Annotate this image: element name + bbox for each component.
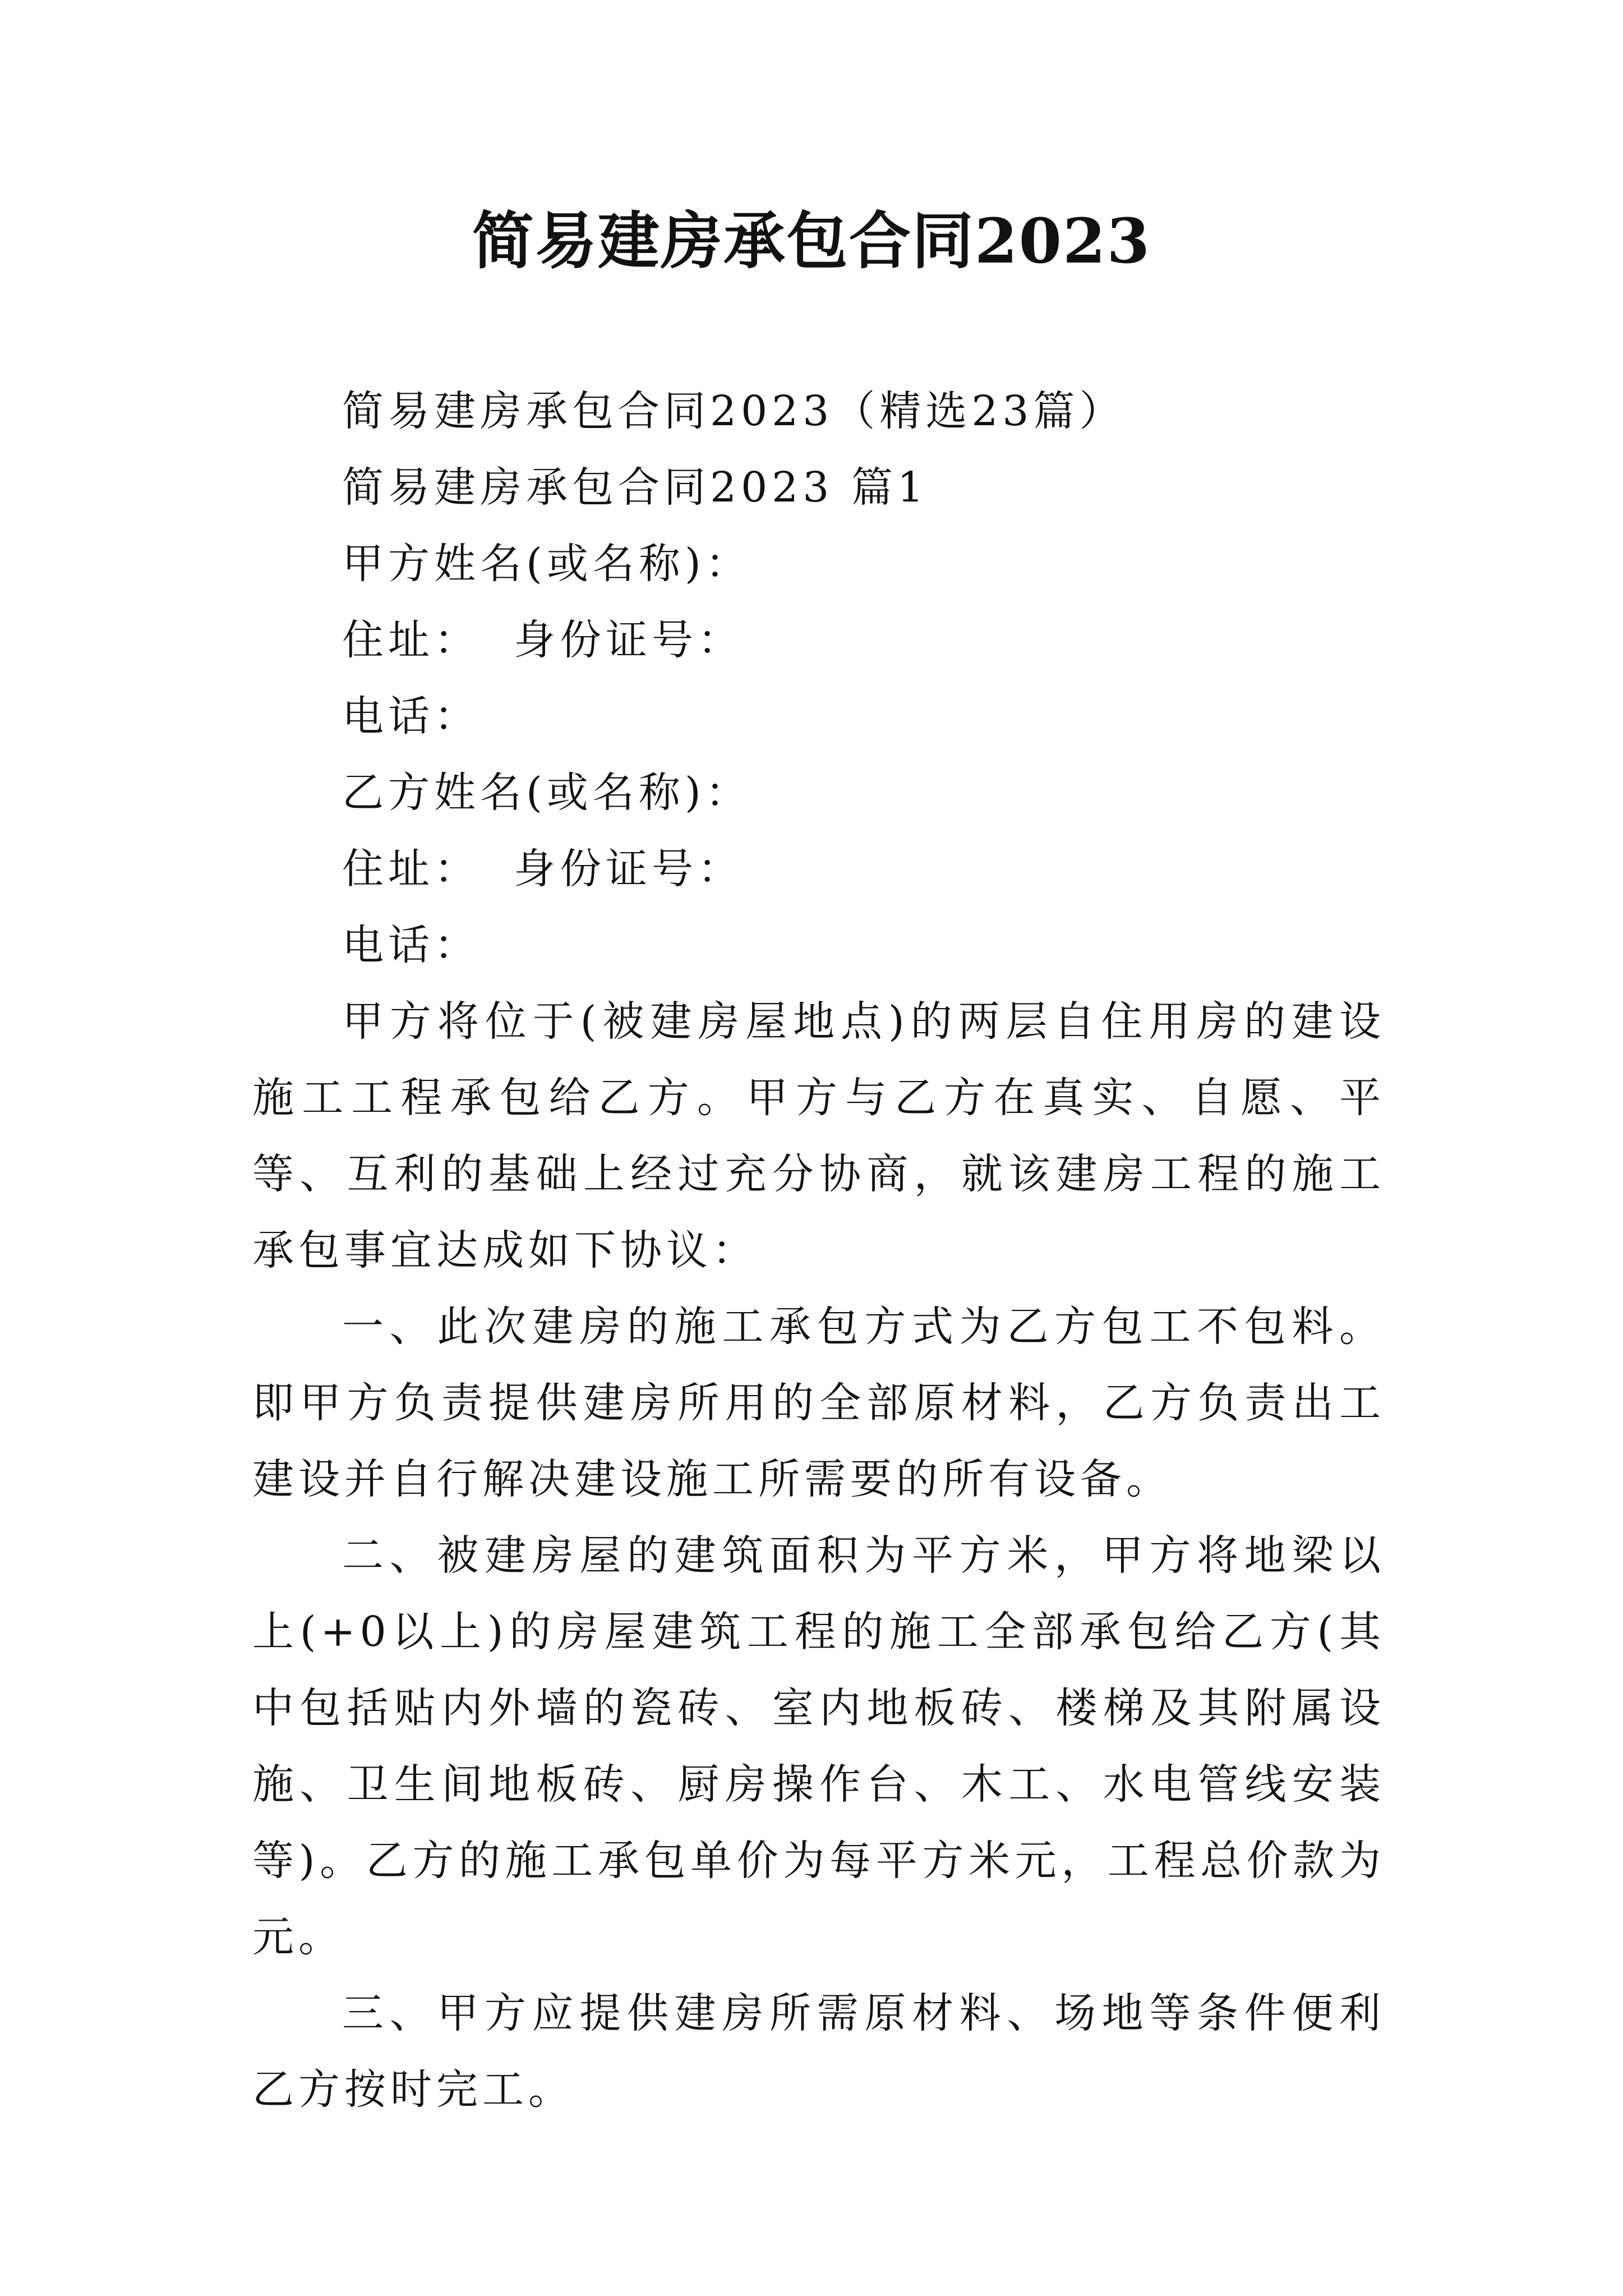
section-heading-text: 简易建房承包合同2023 篇1 — [342, 463, 928, 512]
paragraph-clause-2: 二、被建房屋的建筑面积为平方米，甲方将地梁以上(+0以上)的房屋建筑工程的施工全部承包给乙方(其中包括贴内外墙的瓷砖、室内地板砖、楼梯及其附属设施、卫生间地板砖、厨房操作台、木工、水电管线安装等)。乙方的施工承包单价为每平方米元，工程总价款为 元。 — [252, 1531, 1385, 1961]
paragraph-clause-1: 一、此次建房的施工承包方式为乙方包工不包料。即甲方负责提供建房所用的全部原材料，乙方负责出工建设并自行解决建设施工所需要的所有设备。 — [252, 1303, 1385, 1503]
subtitle-text: 简易建房承包合同2023（精选23篇） — [342, 387, 1126, 435]
document-title: 简易建房承包合同2023 — [472, 205, 1151, 277]
party-a-phone: 电话： — [342, 692, 480, 740]
party-b-address-row — [252, 831, 1385, 907]
party-a-address-row — [252, 602, 1385, 678]
party-b-address-label: 住址： — [342, 845, 480, 893]
party-b-phone: 电话： — [342, 921, 480, 969]
party-b-name: 乙方姓名(或名称)： — [342, 769, 751, 817]
document-subtitle — [252, 373, 1385, 449]
document-body — [252, 373, 1385, 2128]
party-a-name: 甲方姓名(或名称)： — [342, 540, 751, 588]
paragraph-intro: 甲方将位于(被建房屋地点)的两层自住用房的建设施工工程承包给乙方。甲方与乙方在真实、自愿、平等、互利的基础上经过充分协商，就该建房工程的施工承包事宜达成如下协议： — [252, 997, 1385, 1274]
section-heading — [252, 449, 1385, 526]
party-a-id-label: 身份证号： — [514, 616, 744, 664]
paragraph-clause-3: 三、甲方应提供建房所需原材料、场地等条件便利乙方按时完工。 — [252, 1989, 1385, 2114]
party-a-address-label: 住址： — [342, 616, 480, 664]
party-b-id-label: 身份证号： — [514, 845, 744, 893]
